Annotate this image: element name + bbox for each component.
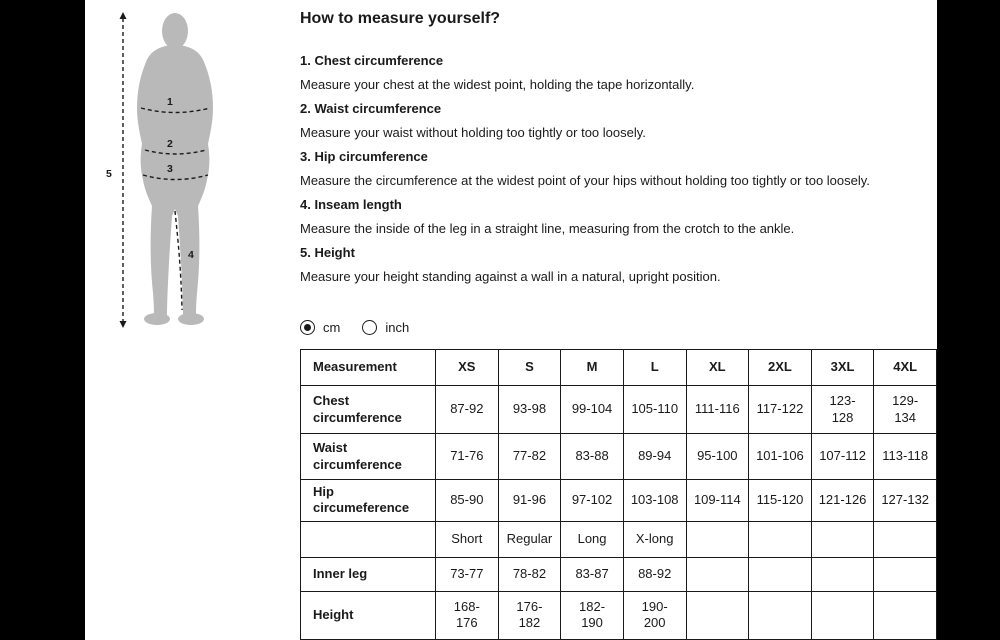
size-cell [811, 557, 874, 591]
size-cell [686, 521, 749, 557]
size-cell: 117-122 [749, 386, 812, 434]
body-measurement-figure [99, 10, 231, 332]
row-label: Inner leg [301, 557, 436, 591]
size-cell: 113-118 [874, 434, 937, 480]
size-cell [686, 557, 749, 591]
instruction-text-inseam: Measure the inside of the leg in a straight line, measuring from the crotch to the ankle. [300, 221, 795, 236]
table-row-waist [301, 434, 937, 480]
column-header-4xl: 4XL [874, 350, 937, 386]
size-cell: 78-82 [498, 557, 561, 591]
figure-label-inseam: 4 [188, 249, 194, 261]
size-cell [874, 521, 937, 557]
arrow-up-icon [120, 12, 127, 19]
table-row-chest [301, 386, 937, 434]
size-cell: 88-92 [623, 557, 686, 591]
size-cell: 129-134 [874, 386, 937, 434]
unit-label-inch: inch [385, 320, 410, 335]
size-cell: 123-128 [811, 386, 874, 434]
column-header-s: S [498, 350, 561, 386]
instruction-heading-height: 5. Height [300, 245, 355, 260]
size-cell [749, 521, 812, 557]
size-cell: 71-76 [436, 434, 499, 480]
size-cell: Long [561, 521, 624, 557]
size-cell: 127-132 [874, 480, 937, 522]
size-cell [749, 591, 812, 639]
figure-label-hip: 3 [167, 163, 173, 175]
figure-label-waist: 2 [167, 138, 173, 150]
size-cell: 83-87 [561, 557, 624, 591]
content-panel [85, 0, 937, 640]
instruction-heading-hip: 3. Hip circumference [300, 149, 428, 164]
column-header-l: L [623, 350, 686, 386]
size-cell: 85-90 [436, 480, 499, 522]
size-cell: 99-104 [561, 386, 624, 434]
page-title: How to measure yourself? [300, 10, 501, 27]
figure-label-chest: 1 [167, 96, 173, 108]
row-label: Hip circumeference [301, 480, 436, 522]
row-label [301, 521, 436, 557]
size-cell: 77-82 [498, 434, 561, 480]
size-cell: 93-98 [498, 386, 561, 434]
figure-label-height: 5 [106, 168, 112, 180]
instruction-text-hip: Measure the circumference at the widest point of your hips without holding too tightly or too loosely. [300, 173, 870, 188]
size-cell: 87-92 [436, 386, 499, 434]
size-cell: 190-200 [623, 591, 686, 639]
row-label: Chest circumference [301, 386, 436, 434]
instruction-text-waist: Measure your waist without holding too tightly or too loosely. [300, 125, 646, 140]
size-cell [749, 557, 812, 591]
size-cell: 109-114 [686, 480, 749, 522]
size-cell: 83-88 [561, 434, 624, 480]
size-cell: Short [436, 521, 499, 557]
table-row-length-variant [301, 521, 937, 557]
arrow-down-icon [120, 321, 127, 328]
instruction-heading-waist: 2. Waist circumference [300, 101, 442, 116]
instruction-heading-chest: 1. Chest circumference [300, 53, 444, 68]
column-header-3xl: 3XL [811, 350, 874, 386]
size-cell: 101-106 [749, 434, 812, 480]
size-cell: 111-116 [686, 386, 749, 434]
unit-label-cm: cm [323, 320, 341, 335]
size-cell [686, 591, 749, 639]
size-cell: 115-120 [749, 480, 812, 522]
instruction-text-height: Measure your height standing against a wall in a natural, upright position. [300, 269, 721, 284]
size-cell: 168-176 [436, 591, 499, 639]
unit-option-inch[interactable] [362, 320, 409, 335]
size-cell: 105-110 [623, 386, 686, 434]
size-cell: 103-108 [623, 480, 686, 522]
column-header-measurement: Measurement [301, 350, 436, 386]
table-row-height [301, 591, 937, 639]
instructions-list [300, 54, 937, 283]
column-header-xl: XL [686, 350, 749, 386]
size-table [300, 349, 937, 640]
table-row-hip [301, 480, 937, 522]
size-cell: 176-182 [498, 591, 561, 639]
size-cell: Regular [498, 521, 561, 557]
size-cell: 95-100 [686, 434, 749, 480]
size-cell: 73-77 [436, 557, 499, 591]
column-header-2xl: 2XL [749, 350, 812, 386]
size-cell: 97-102 [561, 480, 624, 522]
row-label: Waist circumference [301, 434, 436, 480]
radio-cm-icon[interactable] [300, 320, 315, 335]
size-cell: 107-112 [811, 434, 874, 480]
table-header-row [301, 350, 937, 386]
size-cell: 91-96 [498, 480, 561, 522]
row-label: Height [301, 591, 436, 639]
size-cell [811, 591, 874, 639]
column-header-m: M [561, 350, 624, 386]
instruction-text-chest: Measure your chest at the widest point, holding the tape horizontally. [300, 77, 695, 92]
radio-inch-icon[interactable] [362, 320, 377, 335]
main-column [300, 0, 937, 640]
silhouette-illustration [99, 10, 231, 332]
size-cell: 121-126 [811, 480, 874, 522]
column-header-xs: XS [436, 350, 499, 386]
instruction-heading-inseam: 4. Inseam length [300, 197, 402, 212]
size-cell [874, 557, 937, 591]
size-cell: 89-94 [623, 434, 686, 480]
size-cell: 182-190 [561, 591, 624, 639]
size-cell [811, 521, 874, 557]
table-row-inner-leg [301, 557, 937, 591]
unit-option-cm[interactable] [300, 320, 340, 335]
size-cell [874, 591, 937, 639]
size-cell: X-long [623, 521, 686, 557]
unit-toggle [300, 320, 937, 335]
